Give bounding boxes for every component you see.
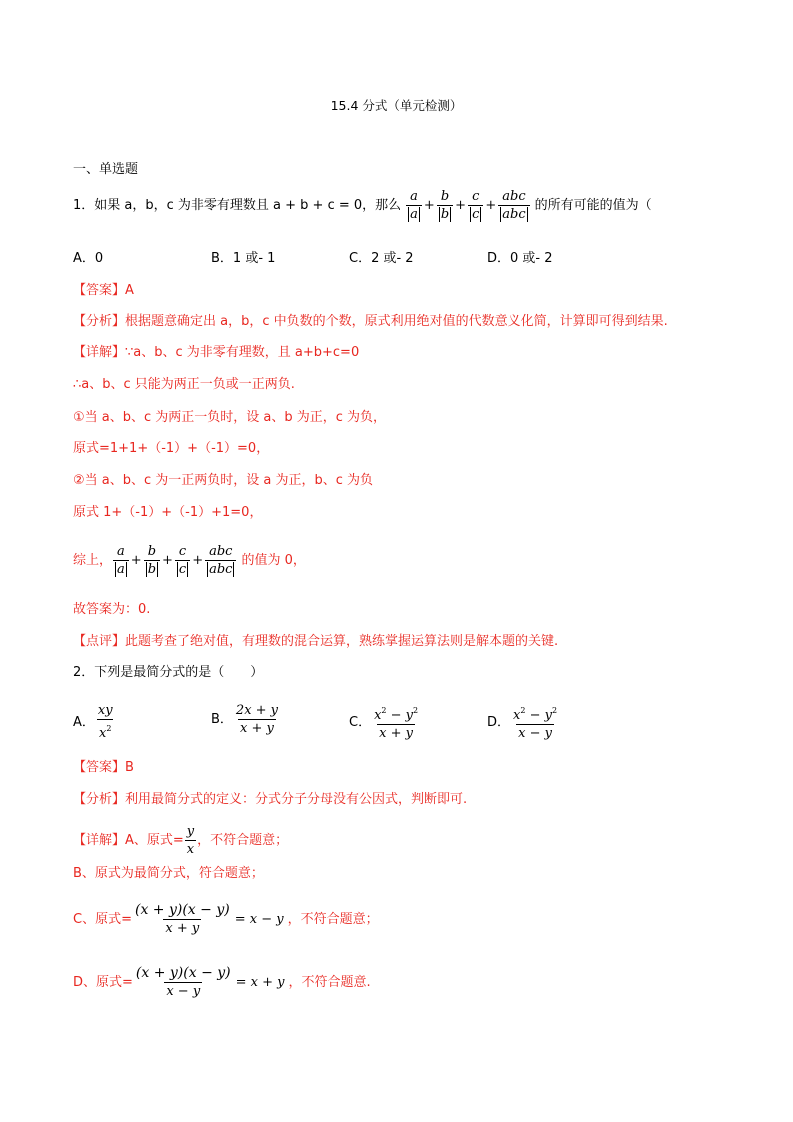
q2-option-a-label: A． [73, 714, 95, 730]
q2-option-b-label: B． [211, 712, 233, 727]
q1-detail-line-4: 原式=1+1+（-1）+（-1）=0， [73, 441, 270, 456]
q2-detail-a-before: 【详解】A、原式= [73, 833, 184, 848]
q2-detail-a-fraction: $\frac{y}{x}$ [186, 824, 195, 857]
q2-option-c-label: C． [349, 714, 372, 730]
q1-stem [73, 189, 652, 223]
q1-detail-line-1: 【详解】∵a、b、c 为非零有理数，且 a+b+c=0 [73, 345, 360, 360]
q1-answer: 【答案】A [73, 283, 134, 298]
q2-answer: 【答案】B [73, 760, 134, 775]
q1-stem-before: 1．如果 a，b，c 为非零有理数且 a + b + c = 0，那么 [73, 198, 402, 213]
q2-option-a [73, 703, 116, 742]
document-title: 15.4 分式（单元检测） [330, 98, 463, 113]
q1-detail-line-6: 原式 1+（-1）+（-1）+1=0， [73, 505, 263, 520]
q2-detail-c-before: C、原式= [73, 912, 132, 927]
q2-option-d-label: D． [487, 714, 511, 730]
q1-summary-expression: $\frac{a}{a}$ + $\frac{b}{b}$ + $\frac{c}{c}$ + $\frac{\text{abc}}{\text{abc}}$ [112, 544, 237, 578]
q2-option-c [349, 703, 421, 742]
q1-detail-line-2: ∴a、b、c 只能为两正一负或一正两负. [73, 377, 295, 392]
q1-stem-after: 的所有可能的值为（ [534, 198, 652, 213]
q1-expression: $\frac{a}{a}$ + $\frac{b}{b}$ + $\frac{c}{c}$ + $\frac{\text{abc}}{\text{abc}}$ [405, 189, 530, 223]
q2-detail-d-after: ，不符合题意. [288, 975, 371, 990]
q2-detail-c-result: = x − y [234, 912, 284, 927]
q1-option-a: A．0 [73, 251, 104, 266]
q2-detail-a [73, 824, 288, 858]
q1-summary-before: 综上， [73, 553, 113, 568]
q1-option-c: C．2 或- 2 [349, 251, 414, 266]
q2-detail-c [73, 903, 379, 937]
q1-option-d: D．0 或- 2 [487, 251, 553, 266]
q1-option-b: B．1 或- 1 [211, 251, 276, 266]
q2-option-d [487, 703, 560, 742]
q1-detail-line-5: ②当 a、b、c 为一正两负时，设 a 为正，b、c 为负 [73, 473, 374, 488]
q2-analysis: 【分析】利用最简分式的定义：分式分子分母没有公因式，判断即可. [73, 792, 468, 807]
q2-detail-d-result: = x + y [235, 975, 285, 990]
q2-detail-d [73, 966, 371, 1000]
q2-detail-b: B、原式为最简分式，符合题意； [73, 866, 264, 881]
q2-stem: 2．下列是最简分式的是（ ） [73, 665, 264, 680]
q2-detail-d-before: D、原式= [73, 975, 133, 990]
q2-option-b-fraction: $\frac{2x + y}{x + y}$ [235, 703, 279, 736]
q1-analysis: 【分析】根据题意确定出 a，b，c 中负数的个数，原式利用绝对值的代数意义化简，计算即可得到结果. [73, 314, 668, 329]
q1-final-answer: 故答案为：0. [73, 602, 151, 617]
q1-comment: 【点评】此题考查了绝对值，有理数的混合运算，熟练掌握运算法则是解本题的关键. [73, 634, 559, 649]
q2-option-b [211, 703, 281, 737]
q2-detail-c-fraction: $\frac{(x + y)(x - y)}{x + y}$ [134, 902, 230, 936]
q2-detail-a-after: ，不符合题意； [197, 833, 289, 848]
q1-summary-after: 的值为 0， [241, 553, 306, 568]
q1-detail-line-3: ①当 a、b、c 为两正一负时，设 a、b 为正，c 为负， [73, 410, 387, 425]
q1-summary [73, 544, 306, 578]
q2-option-c-fraction: $\frac{x^2 - y^2}{x + y}$ [374, 706, 419, 741]
q2-option-a-fraction: $\frac{xy}{x^2}$ [97, 703, 113, 741]
section-heading: 一、单选题 [73, 162, 139, 177]
q2-detail-d-fraction: $\frac{(x + y)(x - y)}{x - y}$ [135, 965, 231, 999]
q2-option-d-fraction: $\frac{x^2 - y^2}{x - y}$ [513, 706, 558, 741]
q2-detail-c-after: ，不符合题意； [287, 912, 379, 927]
